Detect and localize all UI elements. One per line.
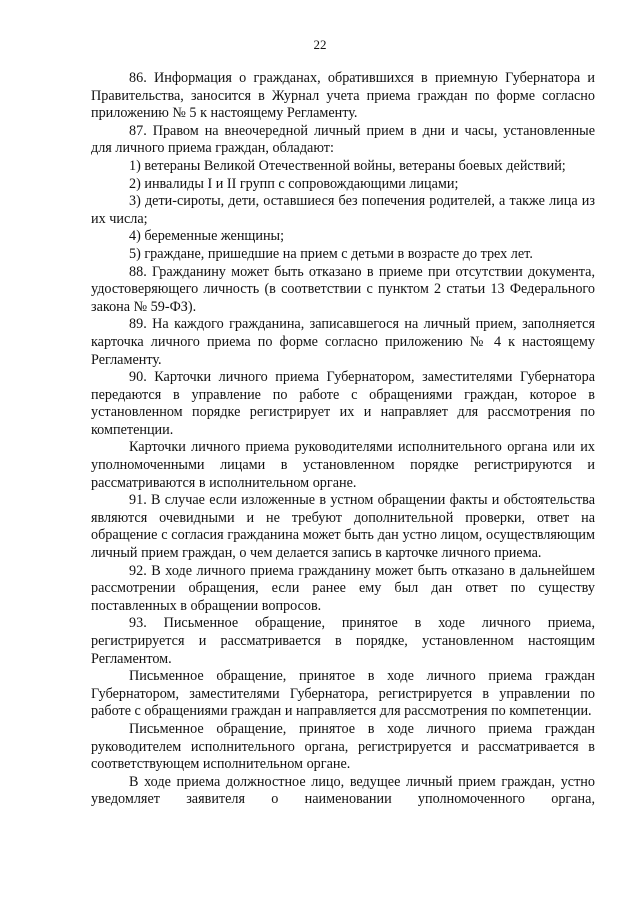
list-item-2: 2) инвалиды I и II групп с сопровождающими лицами;: [129, 175, 459, 192]
paragraph-93-executive: Письменное обращение, принятое в ходе личного приема граждан руководителем исполнительного органа, регистрируется и рассматривается в соответствующем исполнительном органе.: [91, 720, 595, 773]
page-number: 22: [313, 37, 327, 52]
list-item-1: 1) ветераны Великой Отечественной войны, ветераны боевых действий;: [129, 157, 566, 174]
paragraph-90-continued: Карточки личного приема руководителями исполнительного органа или их уполномоченными лицами в установленном порядке регистрируются и рассматриваются в исполнительном органе.: [91, 439, 595, 491]
paragraph-reception-notice: В ходе приема должностное лицо, ведущее личный прием граждан, устно уведомляет заявителя о наименовании уполномоченного органа,: [91, 773, 595, 808]
paragraph-88: 88. Гражданину может быть отказано в приеме при отсутствии документа, удостоверяющего личность (в соответствии с пунктом 2 статьи 13 Федерального закона № 59-ФЗ).: [91, 263, 595, 315]
list-item-4: 4) беременные женщины;: [129, 228, 285, 245]
list-item-3: 3) дети-сироты, дети, оставшиеся без попечения родителей, а также лица из их числа;: [91, 193, 595, 227]
paragraph-89: 89. На каждого гражданина, записавшегося на личный прием, заполняется карточка личного приема по форме согласно приложению № 4 к настоящему Регламенту.: [91, 316, 595, 368]
paragraph-92: 92. В ходе личного приема гражданину может быть отказано в дальнейшем рассмотрении обращения, если ранее ему был дан ответ по существу поставленных в обращении вопросов.: [91, 562, 595, 614]
paragraph-90: 90. Карточки личного приема Губернатором, заместителями Губернатора передаются в управление по работе с обращениями граждан, которое в установленном порядке регистрирует их и направляет для рассмотрения по компетенции.: [91, 369, 595, 438]
list-item-5: 5) граждане, пришедшие на прием с детьми в возрасте до трех лет.: [129, 245, 533, 262]
document-body: [91, 70, 595, 809]
paragraph-93-governor: Письменное обращение, принятое в ходе личного приема граждан Губернатором, заместителями Губернатора, регистрируется в управлении по работе с обращениями граждан и направляется для рассмотрения по компетенции.: [91, 668, 595, 720]
paragraph-86: 86. Информация о гражданах, обратившихся в приемную Губернатора и Правительства, заносится в Журнал учета приема граждан по форме согласно приложению № 5 к настоящему Регламенту.: [91, 70, 595, 122]
paragraph-91: 91. В случае если изложенные в устном обращении факты и обстоятельства являются очевидными и не требуют дополнительной проверки, ответ на обращение с согласия гражданина может быть дан устно лицом, осуществляющим личный прием граждан, о чем делается запись в карточке личного приема.: [91, 492, 595, 562]
paragraph-87: 87. Правом на внеочередной личный прием в дни и часы, установленные для личного приема граждан, обладают:: [91, 122, 595, 157]
paragraph-93: 93. Письменное обращение, принятое в ходе личного приема, регистрируется и рассматривается в порядке, установленном настоящим Регламентом.: [91, 615, 595, 667]
